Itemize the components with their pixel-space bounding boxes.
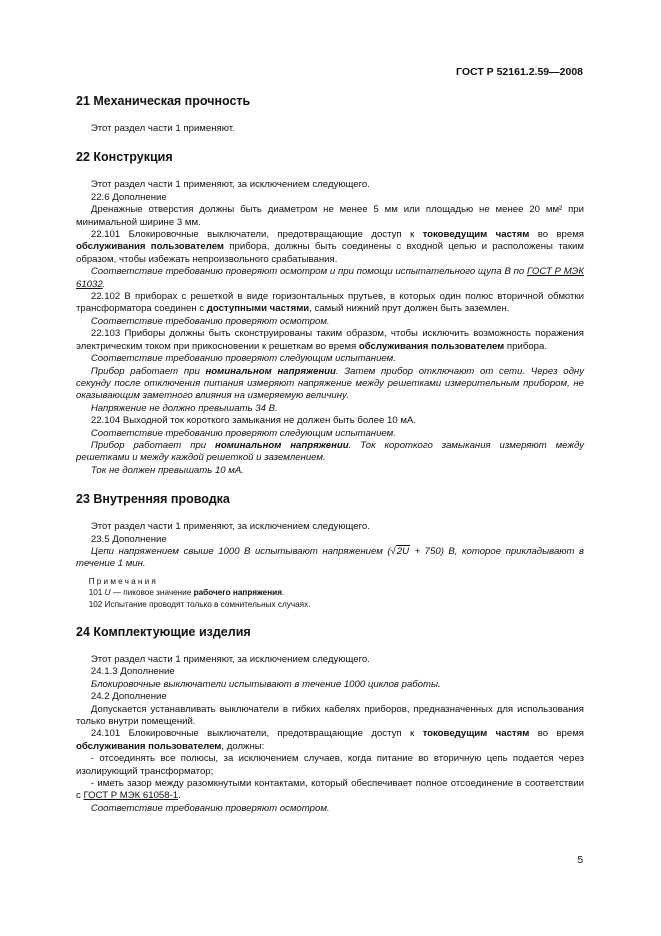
note-102: 102 Испытание проводят только в сомнительных случаях. — [88, 599, 311, 609]
s22-clause-22-6: 22.6 Дополнение — [90, 191, 167, 203]
section-23-title: 23 Внутренняя проводка — [76, 492, 230, 507]
s24-clause-24-1-3: 24.1.3 Дополнение — [90, 666, 175, 678]
s24-flexible-cables: Допускается устанавливать выключатели в гибких кабелях приборов, предназначенных для использования только внутри помещений. — [76, 703, 584, 728]
note-101: 101 U — пиковое значение рабочего напряжения. — [88, 588, 285, 598]
section-24-title: 24 Комплектующие изделия — [76, 625, 251, 639]
s22-drain-holes: Дренажные отверстия должны быть диаметром не менее 5 мм или площадью не менее 20 мм² при минимальной ширине 3 мм. — [76, 204, 584, 228]
s24-bullet-clearance: - иметь зазор между разомкнутыми контактами, который обеспечивает полное отсоединение в соответствии с ГОСТ Р МЭК 61058-1. — [76, 778, 584, 802]
s23-intro: Этот раздел части 1 применяют, за исключением следующего. — [90, 521, 370, 533]
s23-clause-23-5: 23.5 Дополнение — [90, 533, 167, 545]
s22-clause-22-104: 22.104 Выходной ток короткого замыкания не должен быть более 10 мА. — [90, 415, 416, 427]
s22-intro: Этот раздел части 1 применяют, за исключением следующего. — [90, 179, 370, 191]
s22-clause-22-101: 22.101 Блокировочные выключатели, предотвращающие доступ к токоведущим частям во время обслуживания пользователем прибора, должны быть соединены с входной цепью и расположены таким образом, чтобы избежать непроизвольного срабатывания. — [76, 229, 584, 265]
notes-title: Примечания — [88, 576, 158, 586]
section-21-title: 21 Механическая прочность — [76, 94, 251, 108]
page-content — [76, 94, 584, 815]
s24-compliance-inspection: Соответствие требованию проверяют осмотром. — [90, 802, 330, 814]
page-number: 5 — [577, 855, 583, 866]
s22-short-circuit-procedure: Прибор работает при номинальном напряжении. Ток короткого замыкания измеряют между решетками и между каждой решеткой и заземлением. — [76, 439, 585, 464]
s23-notes — [76, 576, 584, 610]
s24-clause-24-101: 24.101 Блокировочные выключатели, предотвращающие доступ к токоведущим частям во время обслуживания пользователем, должны: — [76, 728, 584, 752]
s24-clause-24-2: 24.2 Дополнение — [90, 691, 167, 703]
s22-compliance-inspection: Соответствие требованию проверяют осмотром. — [90, 315, 330, 327]
s22-compliance-test-2: Соответствие требованию проверяют следующим испытанием. — [90, 427, 396, 439]
s22-voltage-limit: Напряжение не должно превышать 34 В. — [90, 402, 278, 414]
s24-cycles: Блокировочные выключатели испытывают в течение 1000 циклов работы. — [90, 678, 441, 690]
s22-compliance-test: Соответствие требованию проверяют следующим испытанием. — [90, 353, 396, 365]
s22-current-limit: Ток не должен превышать 10 мА. — [90, 464, 244, 476]
s22-clause-22-103: 22.103 Приборы должны быть сконструированы таким образом, чтобы исключить возможность поражения электрическим током при прикосновении к решеткам во время обслуживания пользователем прибора. — [76, 328, 584, 352]
s22-test-procedure: Прибор работает при номинальном напряжении. Затем прибор отключают от сети. Через одну секунду после отключения питания измеряют напряжение между решетками измерительным прибором, не оказывающим заметного влияния на измеряемую величину. — [76, 365, 584, 402]
standard-header: ГОСТ Р 52161.2.59—2008 — [456, 66, 583, 78]
s23-test-voltage: Цепи напряжением свыше 1000 В испытывают напряжением (√2U + 750) В, которое прикладывают в течение 1 мин. — [76, 545, 585, 570]
s22-clause-22-102: 22.102 В приборах с решеткой в виде горизонтальных прутьев, в которых один полюс вторичной обмотки трансформатора соединен с доступными частями, самый нижний прут должен быть заземлен. — [76, 291, 584, 315]
s22-compliance-probe: Соответствие требованию проверяют осмотром и при помощи испытательного щупа В по ГОСТ Р МЭК 61032. — [76, 266, 584, 290]
gost-61058-link[interactable]: ГОСТ Р МЭК 61058-1 — [83, 790, 179, 802]
s24-intro: Этот раздел части 1 применяют, за исключением следующего. — [90, 654, 370, 665]
gost-61032-link[interactable]: ГОСТ Р МЭК 61032 — [76, 266, 584, 290]
s21-paragraph: Этот раздел части 1 применяют. — [90, 123, 235, 134]
s24-bullet-disconnect: - отсоединять все полюсы, за исключением случаев, когда питание во вторичную цепь подается через изолирующий трансформатор; — [76, 753, 584, 777]
section-22-title: 22 Конструкция — [76, 150, 173, 165]
